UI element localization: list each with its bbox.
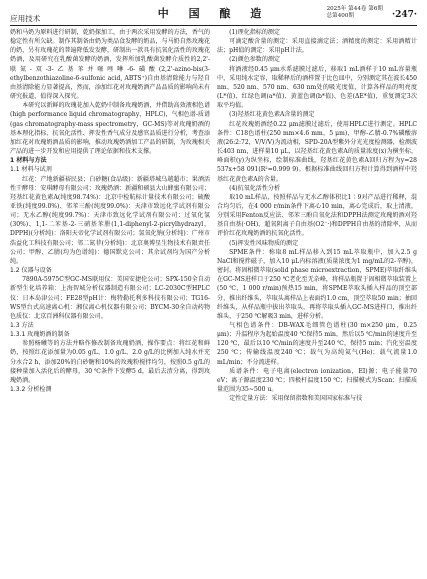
- subsection-heading-instruments: 1.2 仪器与设备: [10, 267, 52, 275]
- item-heading-hsya: (3)羟基红花黄色素A含量的测定: [229, 111, 315, 119]
- left-column: [10, 28, 210, 394]
- issue-info: [327, 6, 383, 20]
- right-column: [217, 28, 417, 403]
- quant-paragraph: 定性定量方法：采用保留指数和美国国家标准与技: [229, 395, 363, 403]
- item-heading-color: (2)颜色参数的测定: [229, 56, 280, 64]
- gc-paragraph: 气相色谱条件：DB-WAX毛细管色谱柱(30 m×250 μm，0.25 μm)；升温程序为起始温度40 ℃保持5 min，然后以5 ℃/min的速度升至120 ℃，最后以10 ℃/min的速度升至240 ℃，保持5 min；汽化室温度250 ℃；传输线温度240 ℃；载气为高纯氦气(He)；载气流量1.0 mL/min；不分流进样。: [217, 322, 417, 366]
- physicochemical-paragraph: 可滴定酸含量的测定：采用直接滴定法；酒精度的测定：采用酒精计法；pH值的测定：采用pH计法。: [217, 38, 417, 55]
- instruments-paragraph: 7890A-5975C型GC-MS联用仪：美国安捷伦公司；SPX-150全自动新型生化培养箱：上海智城分析仪器制造有限公司；LC-2030C型HPLC仪：日本岛津公司；FE28型pH计：梅特勒托利多科技有限公司；TG16-WS型台式高速离心机：湘仪离心机仪器有限公司；BYCM-30全自动药物色质仪：北京百洲科仪器有限公司。: [10, 276, 210, 320]
- color-paragraph: 将酒液经0.45 μm水系滤膜过滤后，移取1 mL酒样于10 mL容量瓶中，采用纯水定容，取稀释后的酒样置于比色皿中，分别测定其在波长450 nm、520 nm、570 nm、630 nm处的吸光度值，计算各样品的明亮度(L*值)、红绿色调(a*值)、黄蓝色调(b*值)、色差(ΔE*值)，重复测定3次取平均值。: [217, 65, 417, 110]
- spme-paragraph: SPME条件：称取8 mL样品移入到15 mL萃取瓶中，加入2.5 g NaCl和搅拌磁子，加入10 μL内标溶液(质量浓度为1 mg/mL的2-辛醇)，密封。将固相微萃取(solid phase microextraction，SPME)萃取纤维头在GC-MS进样口于250 ℃老化至无杂峰，将样品瓶置于固相微萃取装置上(50 ℃，1 000 r/min)预热15 min，将SPME萃取头插入样品的顶空部分，推出纤维头，萃取头离样品上表面约1.0 cm，顶空萃取50 min；抽回纤维头，从样品瓶中拔出萃取头，再将萃取头插入GC-MS进样口，推出纤维头，于250 ℃解吸3 min，进样分析。: [217, 248, 417, 320]
- header-rule: [10, 25, 417, 26]
- page-header: [10, 4, 417, 24]
- total-issue-line: 总第400期: [326, 13, 355, 20]
- subsection-heading-materials: 1.1 材料与试剂: [10, 166, 52, 174]
- materials-paragraph: 红花：产地新疆裕民县；白砂糖(食品级)：新疆塔城乌越超市；果酒活性干酵母：安琪酵母有限公司；玫瑰奶酒：新疆和硕县大山蜂蜜有限公司；羟基红花黄色素A(纯度98.74%)：北京中检航标计量技术有限公司；硫酸亚铁(纯度99.0%)、邻苯三酚(纯度99.0%)：天津市致远化学试剂有限公司；无水乙醇(纯度99.7%)：天津市致远化学试剂有限公司；过氧化氢(30%)、1,1-二苯基-2-三硝基苯肼(1,1-diphenyl-2-picrylhydrazyl，DPPH)(分析纯)：洛阳天帝化学试剂有限公司；氢氧化钠(分析纯)：广州市浩益化工科技有限公司；邻二氮菲(分析纯)：北京奥博星生物技术有限责任公司；甲醇、乙腈(均为色谱纯)：德国默克公司；其余试剂均为国产分析纯。: [10, 175, 210, 265]
- intro-paragraph-continued: 奶和马奶为原料进行研制，乾奶探加工，由于两次采用发酵的方法，香气的稳定性有所欠缺。制作其制备由奶为类品食发酵的奶品，与马奶自然玫瑰花的奶，另有玫瑰花的普遍降低发发酵，研制出一款具有抗氧化活性的玫瑰花奶酒，及用研究在乳酸菌发酵的奶酒，发挥所加乳酸菌发酵介质性的2,2'-联氮-双-3-乙基苯并噻唑啉-6-磺酸(2,2'-azino-bis(3-ethylbenzothiazoline-6-sulfonic acid, ABTS⁺)自由基清除能力与羟自由基清除能力显著提高，然而，添加红花对玫瑰奶酒产品品质的影响尚未有研究报道，值得深入探究。: [10, 29, 210, 101]
- antioxidant-paragraph: 取10 mL样品，按照样品与无水乙醇体积比1∶9对产品进行稀释，混合均匀后，在4 000 r/min条件下离心10 min，离心完成后，取上清液，分别采用Fenton反应法、邻苯三酚自氧化法和DPPH法测定玫瑰奶酒对羟基自由基(·OH)、超氧阴离子自由基(O2⁻·)和DPPH自由基的清除率，从而评价红花玫瑰奶酒的抗氧化活性。: [217, 193, 417, 238]
- page-number: ·247·: [391, 10, 417, 20]
- section-label: 应用技术: [10, 14, 41, 23]
- hsya-paragraph: 红花玫瑰奶酒经0.22 μm滤膜过滤后，使用HPLC进行测定。HPLC条件：C18色谱柱(250 mm×4.6 mm，5 μm)，甲醇-乙腈-0.7%磷酸溶液(26:2:72，V/V/V)为流动相，SPD-20A型紫外分光光度检测器，检测波长403 nm，进样量10 μL，以羟基红花黄色素A的质量浓度(x)为横坐标，峰面积(y)为纵坐标，绘制标准曲线，羟基红花黄色素A回归方程为y=28 537x+58 091(R²=0.999 9)。根据标准曲线回归方程计算得到酒样中羟基红花黄色素A的含量。: [217, 120, 417, 183]
- preparation-paragraph: 参照杨曦等的方法并略作修改制备玫瑰奶酒，操作要点：将红花和鲜奶，按照红花添加量为0.05 g/L、1.0 g/L、2.0 g/L的比例加入纯水并充分水合2 h，添加20%的白砂糖和10%的玫瑰粉搅拌均匀，按照0.5 g/L的接种量加入活化后的酵母，30 ℃条件下发酵5 d，最后去渣分离，得到玫瑰奶酒。: [10, 340, 210, 384]
- journal-title: 中 国 酿 造: [157, 7, 270, 20]
- ms-paragraph: 质谱条件：电子电离(electron ionization，EI)源；电子能量70 eV；离子源温度230 ℃；四极杆温度150 ℃；扫描模式为Scan；扫描质量范围为35~500 u。: [217, 367, 417, 394]
- subsection-heading-analysis: 1.3.2 分析检测: [10, 386, 52, 394]
- subsection-heading-preparation: 1.3.1 玫瑰奶酒的制备: [10, 331, 70, 339]
- subsection-heading-methods: 1.3 方法: [10, 322, 34, 329]
- section-heading-materials-methods: 1 材料与方法: [10, 157, 47, 165]
- item-heading-antioxidant: (4)抗氧化活性分析: [229, 184, 280, 192]
- item-heading-physicochemical: (1)理化指标的测定: [229, 29, 280, 36]
- item-heading-volatiles: (5)挥发性风味物质的测定: [229, 239, 299, 247]
- issue-line: 2025年 第44卷 第6期: [326, 6, 383, 12]
- intro-paragraph: 本研究以新鲜的玫瑰花加入乾奶中制备玫瑰奶酒，并借助高效液相色谱(high performance liquid chromatography，HPLC)，气相色谱-质谱(gas chromatography-mass spectrometry，GC-MS)等对玫瑰奶酒的基本理化指标、抗氧化活性、挥发性香气成分及感官品质进行分析，考查添加红花对玫瑰奶酒品质的影响，推动玫瑰奶酒加工产品的研制，为玫瑰相关产品的进一步开发和应用提供了理论依据和技术支撑。: [10, 102, 210, 156]
